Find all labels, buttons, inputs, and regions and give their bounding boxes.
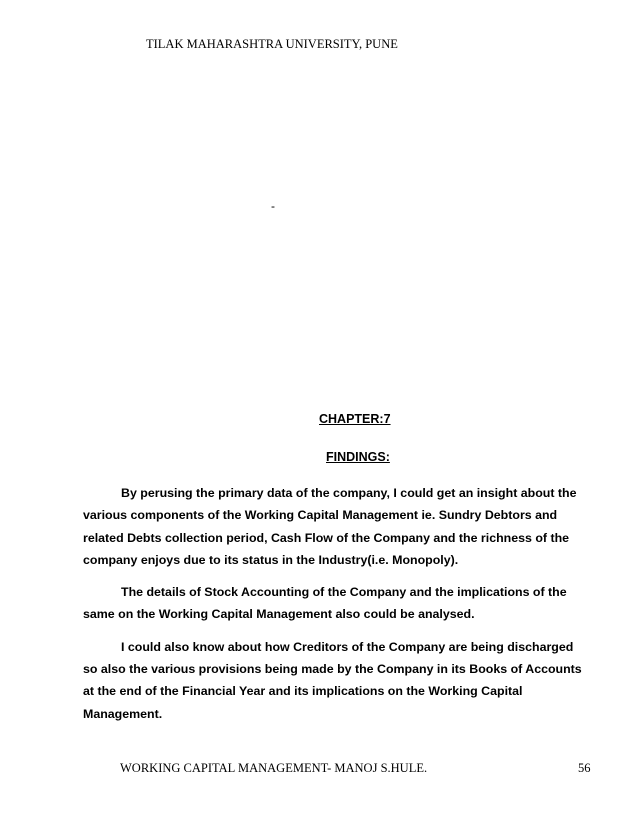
page-header: TILAK MAHARASHTRA UNIVERSITY, PUNE — [146, 37, 398, 51]
section-heading: FINDINGS: — [326, 450, 390, 464]
findings-body — [83, 482, 595, 735]
text-line: various components of the Working Capital Management ie. Sundry Debtors and — [83, 508, 558, 523]
text-line: related Debts collection period, Cash Flow of the Company and the richness of the — [83, 530, 570, 545]
dash-mark: - — [271, 199, 275, 213]
text-line: at the end of the Financial Year and its implications on the Working Capital — [83, 684, 523, 699]
text-line: Management. — [83, 706, 163, 721]
page-number: 56 — [578, 761, 591, 775]
paragraph-2 — [83, 581, 595, 626]
chapter-title: CHAPTER:7 — [319, 412, 391, 426]
text-line: By perusing the primary data of the company, I could get an insight about the — [121, 486, 577, 500]
text-line: The details of Stock Accounting of the Company and the implications of the — [121, 585, 567, 600]
text-line: so also the various provisions being made by the Company in its Books of Accounts — [83, 662, 582, 677]
text-line: company enjoys due to its status in the Industry(i.e. Monopoly). — [83, 552, 459, 567]
text-line: same on the Working Capital Management also could be analysed. — [83, 607, 475, 622]
paragraph-3 — [83, 636, 595, 725]
page-footer-title: WORKING CAPITAL MANAGEMENT- MANOJ S.HULE. — [120, 761, 428, 775]
text-line: I could also know about how Creditors of the Company are being discharged — [121, 639, 574, 654]
paragraph-1 — [83, 482, 595, 571]
